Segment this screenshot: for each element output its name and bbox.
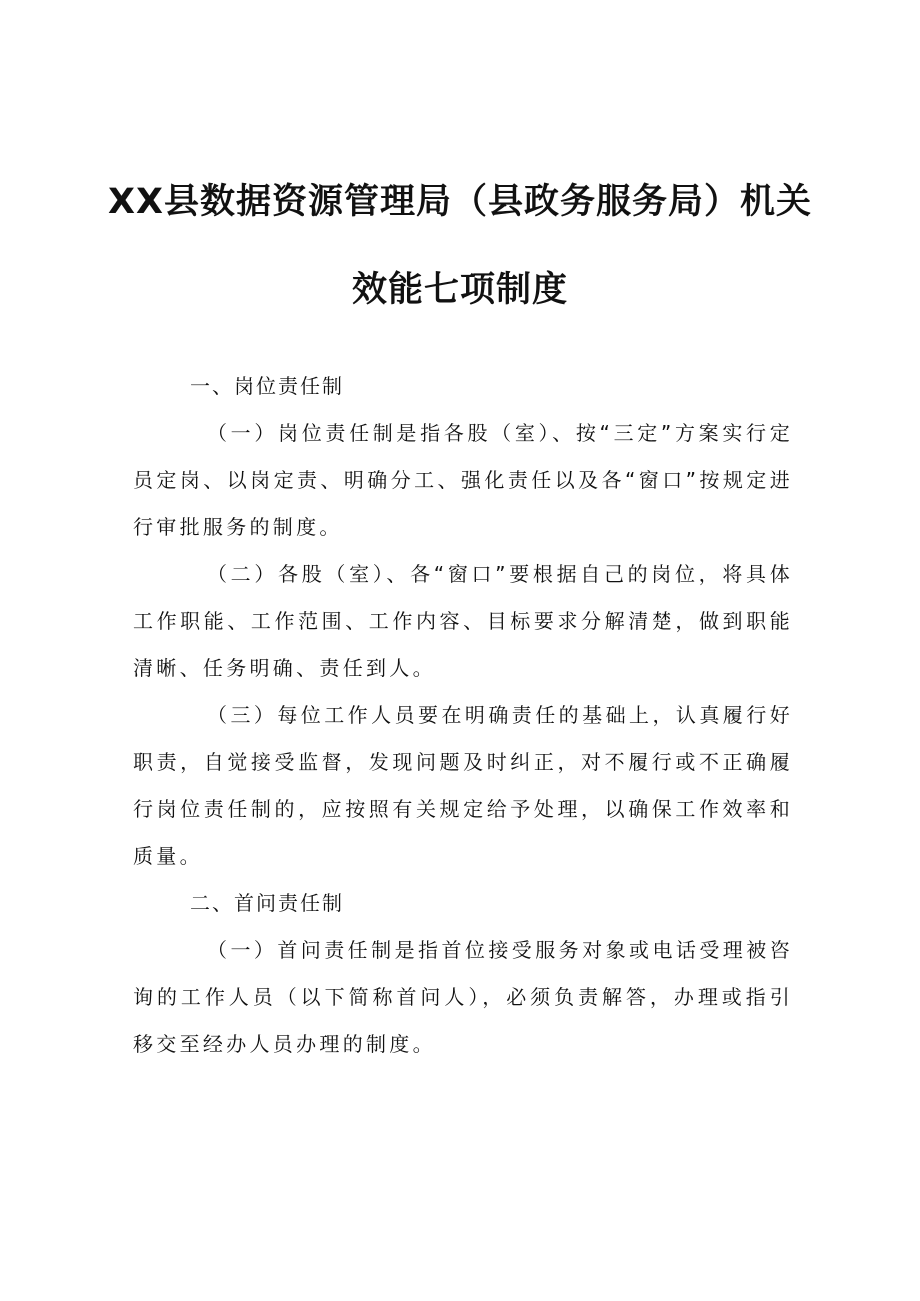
section-heading-2: 二、首问责任制 bbox=[190, 891, 344, 915]
document-title-line-1: XX县数据资源管理局（县政务服务局）机关 bbox=[108, 182, 812, 222]
paragraph-1-2: （二）各股（室）、各“窗口”要根据自己的岗位，将具体工作职能、工作范围、工作内容、目标要求分解清楚，做到职能清晰、任务明确、责任到人。 bbox=[133, 562, 793, 680]
paragraph-1-1: （一）岗位责任制是指各股（室）、按“三定”方案实行定员定岗、以岗定责、明确分工、强化责任以及各“窗口”按规定进行审批服务的制度。 bbox=[133, 421, 793, 539]
document-title-line-2: 效能七项制度 bbox=[351, 270, 568, 310]
paragraph-2-1: （一）首问责任制是指首位接受服务对象或电话受理被咨询的工作人员（以下简称首问人），必须负责解答，办理或指引移交至经办人员办理的制度。 bbox=[133, 938, 793, 1056]
document-body bbox=[133, 363, 793, 1068]
paragraph-1-3: （三）每位工作人员要在明确责任的基础上，认真履行好职责，自觉接受监督，发现问题及时纠正，对不履行或不正确履行岗位责任制的，应按照有关规定给予处理，以确保工作效率和质量。 bbox=[133, 703, 793, 868]
section-heading-1: 一、岗位责任制 bbox=[190, 374, 344, 398]
